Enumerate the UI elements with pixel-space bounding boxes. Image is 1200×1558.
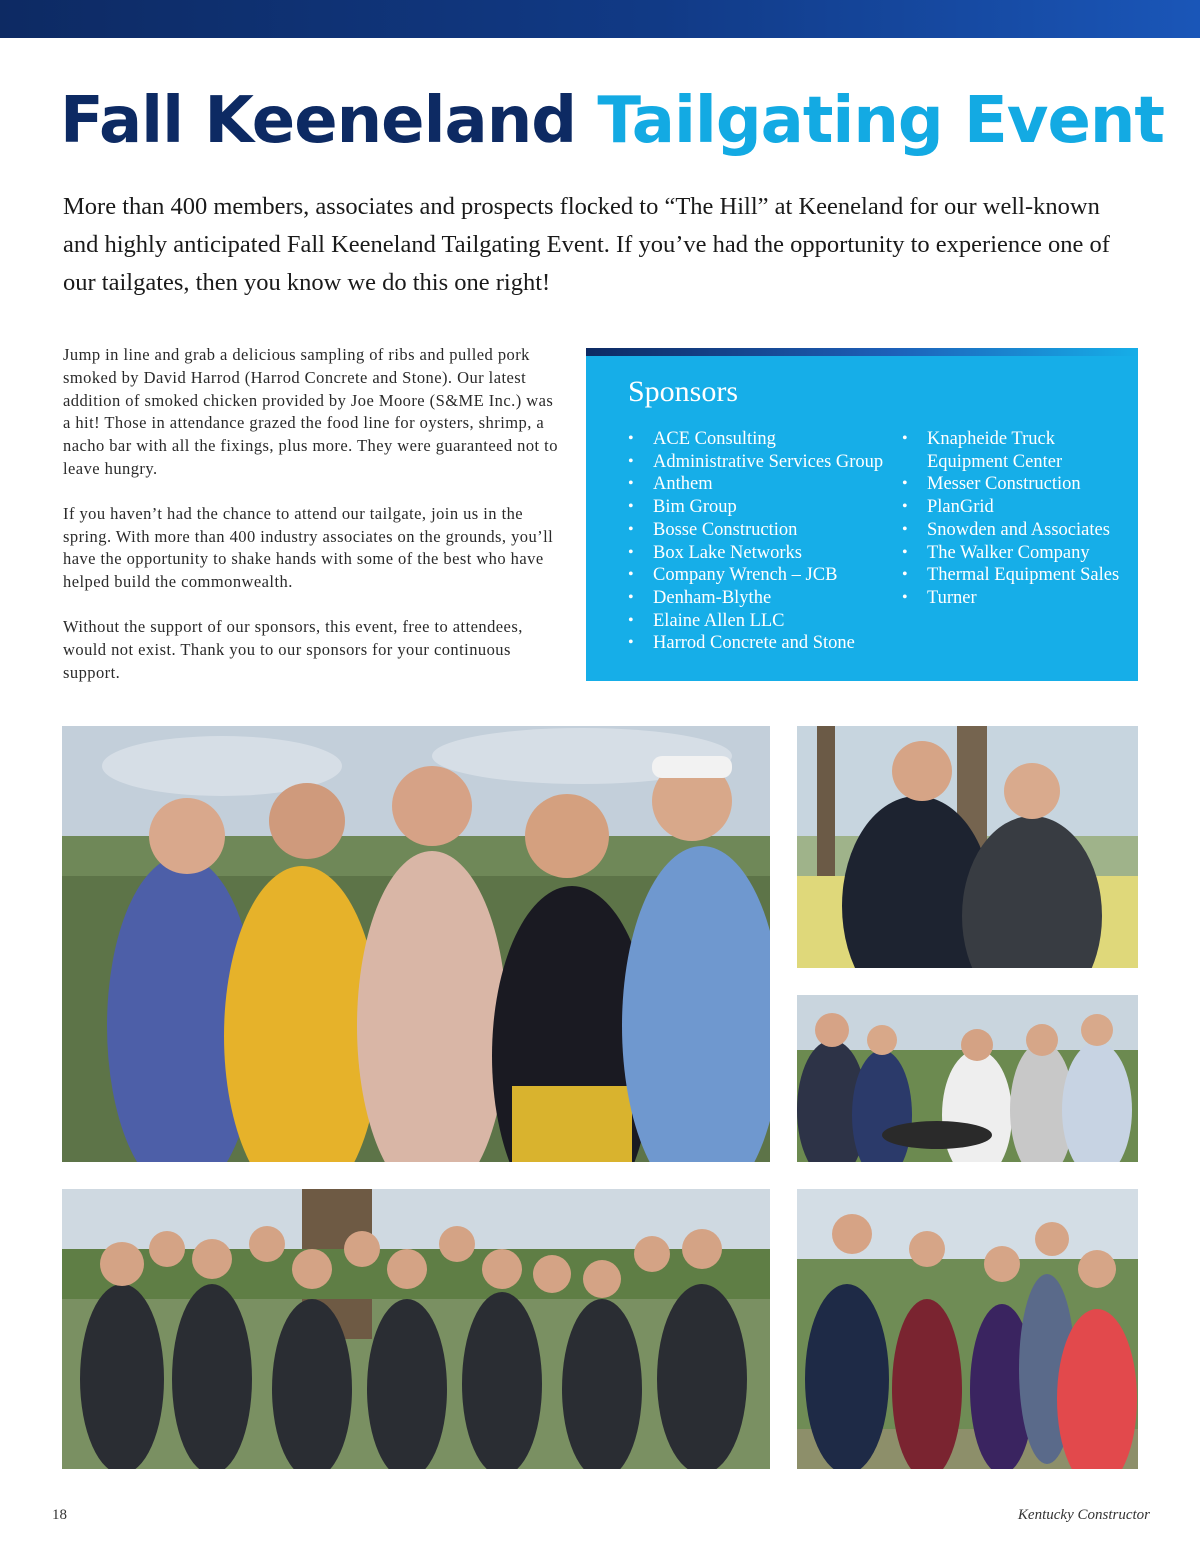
intro-paragraph: More than 400 members, associates and prospects flocked to “The Hill” at Keeneland for our well-known and highly anticipated Fall Keeneland Tailgating Event. If you’ve had the opportunity to experience one of our tailgates, then you know we do this one right! <box>63 193 1110 296</box>
page-number: 18 <box>52 1507 67 1523</box>
sponsor-item: • Anthem <box>628 473 888 496</box>
sponsor-item: • Snowden and Associates <box>902 519 1132 542</box>
sponsor-item: • Messer Construction <box>902 473 1132 496</box>
page-title <box>60 86 1164 156</box>
sponsor-item: • PlanGrid <box>902 496 1132 519</box>
sponsor-item: • Bosse Construction <box>628 519 888 542</box>
sponsors-box-stripe <box>586 348 1138 356</box>
photo-group-six <box>797 1189 1138 1469</box>
photo-group-five <box>62 726 770 1162</box>
sponsor-item: • Knapheide Truck Equipment Center <box>902 428 1132 473</box>
sponsor-list-right <box>902 428 1132 610</box>
sponsor-item: • Company Wrench – JCB <box>628 564 888 587</box>
sponsors-heading: Sponsors <box>628 375 739 408</box>
body-paragraph-food: Jump in line and grab a delicious sampling of ribs and pulled pork smoked by David Harrod (Harrod Concrete and Stone). Our latest addition of smoked chicken provided by Joe Moore (S&ME Inc.) was a hit! Those in attendance grazed the food line for oysters, shrimp, a nacho bar with all the fixings, plus more. They were guaranteed not to leave hungry. <box>63 345 558 478</box>
sponsor-item: • Box Lake Networks <box>628 542 888 565</box>
body-text-column <box>63 344 563 706</box>
sponsor-item: • Thermal Equipment Sales <box>902 564 1132 587</box>
photo-two-men <box>797 726 1138 968</box>
sponsor-item: • ACE Consulting <box>628 428 888 451</box>
body-paragraph-spring: If you haven’t had the chance to attend our tailgate, join us in the spring. With more than 400 industry associates on the grounds, you’ll have the opportunity to shake hands with some of the best who have helped build the commonwealth. <box>63 503 554 592</box>
sponsor-item: • Elaine Allen LLC <box>628 610 888 633</box>
sponsor-item: • Bim Group <box>628 496 888 519</box>
sponsor-list-left <box>628 428 888 655</box>
header-bar <box>0 0 1200 38</box>
sponsor-item: • The Walker Company <box>902 542 1132 565</box>
sponsor-item: • Harrod Concrete and Stone <box>628 632 888 655</box>
sponsors-box <box>586 348 1138 681</box>
body-paragraph-sponsors: Without the support of our sponsors, this event, free to attendees, would not exist. Thank you to our sponsors for your continuous support. <box>63 616 523 682</box>
sponsor-item: • Denham-Blythe <box>628 587 888 610</box>
title-part-cyan: Tailgating Event <box>597 84 1164 158</box>
title-part-navy: Fall Keeneland <box>60 84 577 158</box>
sponsor-item: • Turner <box>902 587 1132 610</box>
photo-table-group <box>797 995 1138 1162</box>
publication-name: Kentucky Constructor <box>1017 1507 1150 1523</box>
sponsor-item: • Administrative Services Group <box>628 451 888 474</box>
photo-large-group <box>62 1189 770 1469</box>
